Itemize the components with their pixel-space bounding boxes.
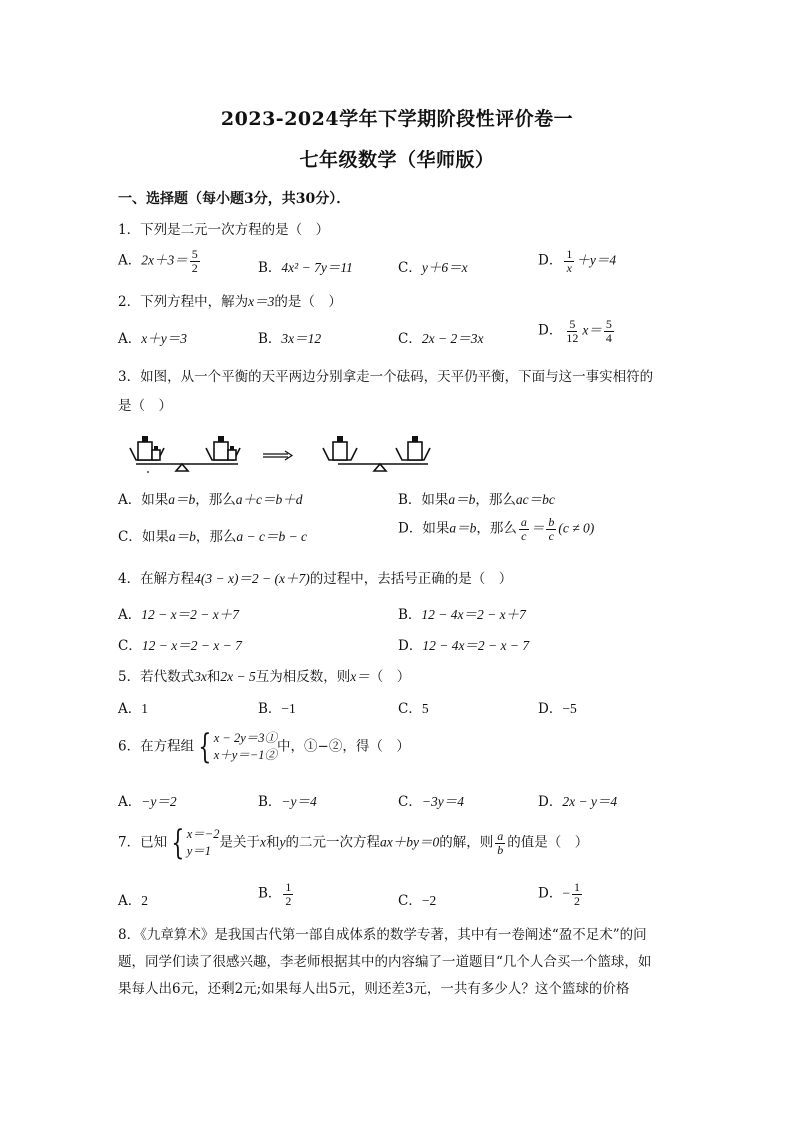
- q3-stem-line2: 是（ ）: [118, 398, 172, 414]
- q7-option-a[interactable]: A．2: [118, 893, 148, 909]
- q6-option-b[interactable]: B．−y＝4: [258, 794, 317, 810]
- fraction: $\frac{1}{x}$: [566, 247, 573, 275]
- q5-option-c[interactable]: C．5: [398, 701, 429, 717]
- fraction: $\frac{a}{c}$: [520, 515, 527, 543]
- q8-line-3: 果每人出6元，还剩2元;如果每人出5元，则还差3元，一共有多少人？这个篮球的价格: [118, 981, 630, 997]
- q6-option-d[interactable]: D．2x − y＝4: [538, 794, 618, 810]
- q8-line-1: 8．《九章算术》是我国古代第一部自成体系的数学专著，其中有一卷阐述“盈不足术”的问: [118, 927, 647, 943]
- q3-stem-line1: 3．如图，从一个平衡的天平两边分别拿走一个砝码，天平仍平衡，下面与这一事实相符的: [118, 369, 654, 385]
- q6-option-a[interactable]: A．−y＝2: [118, 794, 177, 810]
- q4-option-a[interactable]: A．12 − x＝2 − x＋7: [118, 607, 239, 623]
- fraction: $\frac{b}{c}$: [548, 515, 555, 543]
- q5-option-a[interactable]: A．1: [118, 701, 148, 717]
- q5-option-d[interactable]: D．−5: [538, 701, 577, 717]
- q3-option-a[interactable]: A．如果a＝b，那么a＋c＝b＋d: [118, 492, 303, 508]
- q7-option-b[interactable]: B． $\frac{1}{2}$: [258, 880, 292, 908]
- q6-stem: 6．在方程组 { x − 2y＝3① x＋y＝−1② 中，①−②，得（ ）: [118, 727, 410, 767]
- fraction: $\frac{5}{2}$: [191, 247, 198, 275]
- solution-system: { x＝−2 y＝1: [171, 823, 220, 863]
- q7-stem: 7．已知 { x＝−2 y＝1 是关于x和y的二元一次方程ax＋by＝0的解，则 $\frac{a}{b}$ 的值是（ ）: [118, 823, 589, 863]
- page-title: 2023-2024学年下学期阶段性评价卷一: [220, 108, 574, 130]
- q5-stem: 5．若代数式3x和2x − 5互为相反数，则x＝（ ）: [118, 669, 411, 685]
- balance-scale-figure: [128, 426, 448, 476]
- q3-option-d[interactable]: D．如果a＝b，那么 $\frac{a}{c}$ ＝ $\frac{b}{c}$ (c ≠ 0): [398, 515, 595, 543]
- q3-option-b[interactable]: B．如果a＝b，那么ac＝bc: [398, 492, 555, 508]
- fraction: $\frac{1}{2}$: [573, 880, 580, 908]
- fraction: $\frac{1}{2}$: [285, 880, 292, 908]
- section-heading: 一、选择题（每小题3分，共30分）．: [118, 191, 351, 207]
- q2-option-b[interactable]: B．3x＝12: [258, 331, 322, 347]
- q4-option-c[interactable]: C．12 − x＝2 − x − 7: [118, 638, 242, 654]
- q1-option-c[interactable]: C．y＋6＝x: [398, 260, 468, 276]
- q7-option-d[interactable]: D．− $\frac{1}{2}$: [538, 880, 580, 908]
- q4-option-d[interactable]: D．12 − 4x＝2 − x − 7: [398, 638, 530, 654]
- q8-line-2: 题，同学们读了很感兴趣，李老师根据其中的内容编了一道题目“几个人合买一个篮球，如: [118, 954, 652, 970]
- q5-option-b[interactable]: B．−1: [258, 701, 296, 717]
- equation-system: { x − 2y＝3① x＋y＝−1②: [198, 727, 278, 767]
- q2-option-d[interactable]: D． $\frac{5}{12}$ x＝ $\frac{5}{4}$: [538, 317, 612, 345]
- q2-option-c[interactable]: C．2x − 2＝3x: [398, 331, 484, 347]
- fraction: $\frac{5}{4}$: [605, 317, 612, 345]
- page-subtitle: 七年级数学（华师版）: [299, 149, 495, 171]
- q2-option-a[interactable]: A．x＋y＝3: [118, 331, 187, 347]
- q1-option-b[interactable]: B．4x² − 7y＝11: [258, 260, 353, 276]
- fraction: $\frac{a}{b}$: [497, 828, 504, 857]
- q4-stem: 4．在解方程4(3 − x)＝2 − (x＋7)的过程中，去括号正确的是（ ）: [118, 571, 513, 587]
- q3-option-c[interactable]: C．如果a＝b，那么a − c＝b − c: [118, 529, 308, 545]
- q8-stem: [118, 922, 678, 1003]
- q6-option-c[interactable]: C．−3y＝4: [398, 794, 464, 810]
- q2-stem: 2．下列方程中，解为x＝3的是（ ）: [118, 294, 342, 310]
- q1-stem: 1．下列是二元一次方程的是（ ）: [118, 222, 330, 238]
- q1-option-a[interactable]: A．2x＋3＝ $\frac{5}{2}$: [118, 247, 198, 275]
- fraction: $\frac{5}{12}$: [566, 317, 579, 345]
- q7-option-c[interactable]: C．−2: [398, 893, 437, 909]
- q1-option-d[interactable]: D． $\frac{1}{x}$ ＋y＝4: [538, 247, 617, 275]
- q4-option-b[interactable]: B．12 − 4x＝2 − x＋7: [398, 607, 526, 623]
